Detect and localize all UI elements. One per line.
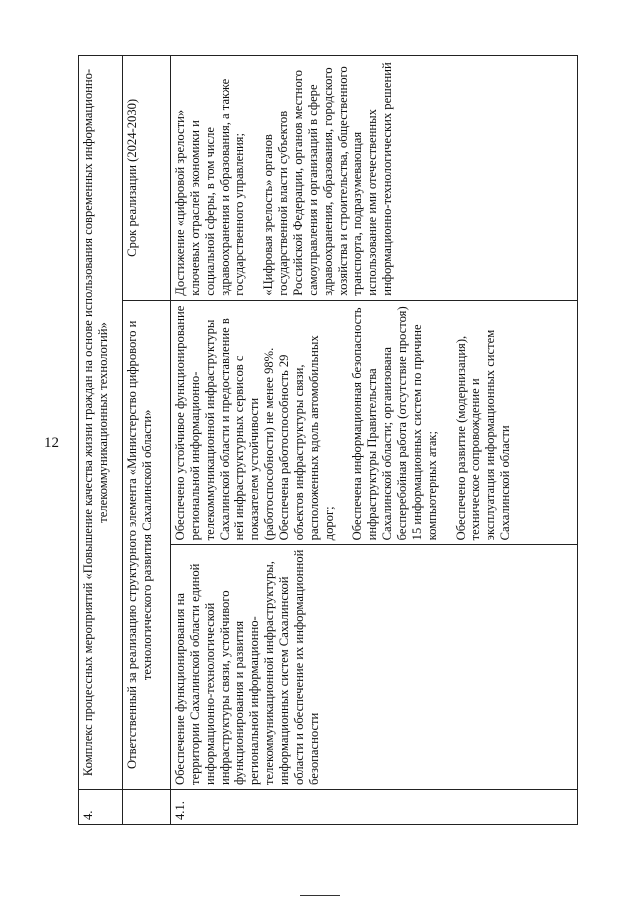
section-number: 4.	[79, 790, 123, 825]
indicator-2: «Цифровая зрелость» органов государственной власти субъектов Российской Федерации, органов местного самоуправления и организаций в сфере здравоохранения, образования, городского хозяйства и строительства, общественного транспорта, подразумевающая использование ими отечественных информационно-технологических решений	[261, 62, 395, 296]
effect-2: Обеспечена информационная безопасность инфраструктуры Правительства Сахалинской области; организована бесперебойная работа (отсутствие простоя) 15 информационных систем по причине компьютерных атак;	[350, 306, 439, 541]
task-indicators	[171, 56, 578, 301]
rotated-table-wrapper	[78, 55, 578, 825]
bottom-dash	[300, 895, 340, 896]
page-number: 12	[44, 435, 59, 451]
indicator-1: Достижение «цифровой зрелости» ключевых отраслей экономики и социальной сферы, в том числе здравоохранения и образования, а также государственного управления;	[173, 78, 247, 296]
task-row	[171, 56, 578, 825]
term-cell: Срок реализации (2024-2030)	[123, 56, 171, 301]
task-effects	[171, 300, 578, 545]
effect-1: Обеспечено устойчивое функционирование региональной информационно-телекоммуникационной инфраструктуры Сахалинской области и предоставление в ней инфраструктурных сервисов с показателем устойчивости (работоспособности) не менее 98%. Обеспечена работоспособность 29 объектов инфраструктуры связи, расположенных вдоль автомобильных дорог;	[173, 305, 336, 541]
task-number: 4.1.	[171, 790, 578, 825]
section-row	[79, 56, 123, 825]
responsible-cell: Ответственный за реализацию структурного элемента «Министерство цифрового и технологического развития Сахалинской области»	[123, 300, 171, 789]
task-name: Обеспечение функционирования на территории Сахалинской области единой информационно-технологической инфраструктуры связи, устойчивого функционирования и развития региональной информационно-телекоммуникационной инфраструктуры, информационных систем Сахалинской области и обеспечение их информационной безопасности	[171, 545, 578, 790]
effect-3: Обеспечено развитие (модернизация), техническое сопровождение и эксплуатация информационных систем Сахалинской области	[453, 329, 513, 541]
section-title: Комплекс процессных мероприятий «Повышение качества жизни граждан на основе использования современных информационно-телекоммуникационных технологий»	[79, 56, 123, 790]
header-spacer	[123, 790, 171, 825]
events-table	[78, 55, 578, 825]
header-row	[123, 56, 171, 825]
